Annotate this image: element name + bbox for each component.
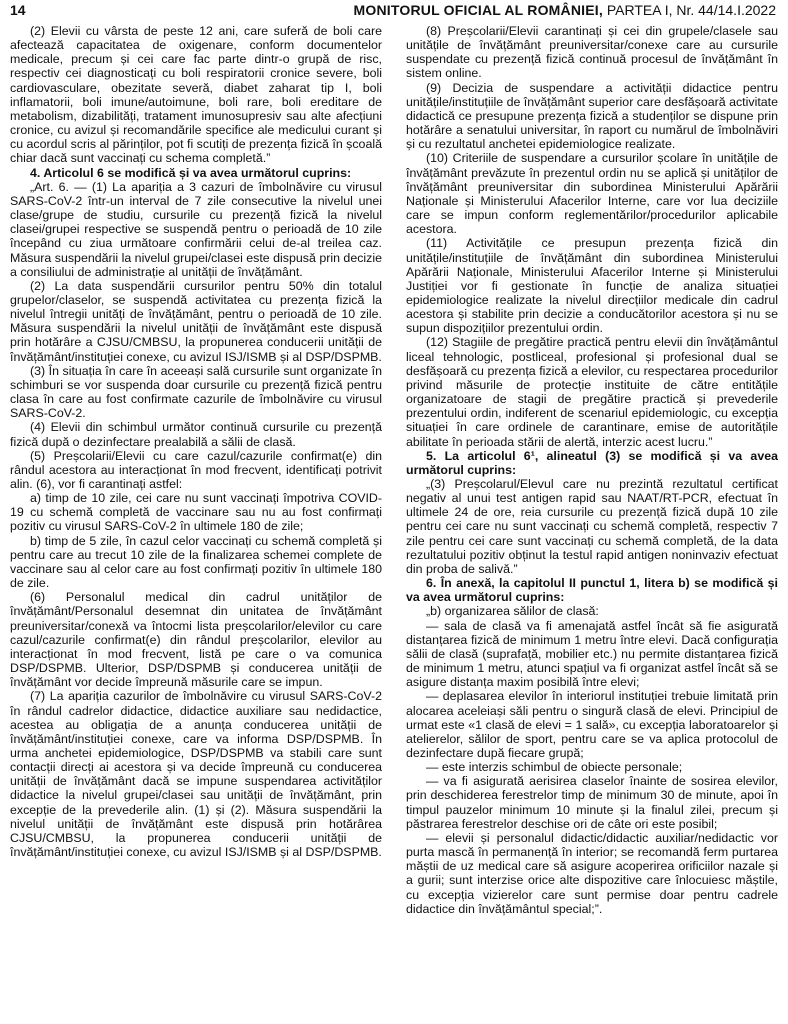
paragraph: b) timp de 5 zile, în cazul celor vaccinați cu schemă completă și pentru care au trecut 10 zile de la finalizarea schemei complete de vaccinare sau al celor care au fost confirmați pozitiv în ultimele 180 de zile. [10, 533, 382, 591]
paragraph: (3) În situația în care în aceeași sală cursurile sunt organizate în schimburi se vor suspenda doar cursurile cu prezență fizică pentru clasa în care au fost confirmate cazurile de îmbolnăvire cu virusul SARS-CoV-2. [10, 363, 382, 421]
paragraph: (7) La apariția cazurilor de îmbolnăvire cu virusul SARS-CoV-2 în rândul cadrelor didactice, didactice auxiliare sau nedidactice, acestea au obligația de a anunța conducerea unității de învățământ/instituției conexe, care va informa DSP/DSPMB. În urma anchetei epidemiologice, DSP/DSPMB va stabili care sunt contacții direcți ai acestora și va decide împreună cu conducerea unității de învățământ dacă se impune suspendarea activităților didactice la nivelul grupei/clasei sau unității de învățământ, prin excepție de la prevederile alin. (1) și (2). Măsura suspendării la nivelul unității de învățământ este dispusă prin hotărârea CJSU/CMBSU, la propunerea conducerii unității de învățământ/instituției conexe, cu avizul ISJ/ISMB și al DSP/DSPMB. [10, 689, 382, 860]
paragraph: (2) La data suspendării cursurilor pentru 50% din totalul grupelor/claselor, se suspendă activitatea cu prezența fizică la nivelul întregii unități de învățământ, pentru o perioadă de 10 zile. Măsura suspendării la nivelul unității de învățământ este dispusă prin hotărâre a CJSU/CMBSU, la propunerea conducerii unității de învățământ/instituției conexe, cu avizul ISJ/ISMB și al DSP/DSPMB. [10, 278, 382, 364]
right-column [406, 24, 778, 1022]
paragraph: 5. La articolul 6¹, alineatul (3) se modifică și va avea următorul cuprins: [406, 448, 778, 477]
paragraph: a) timp de 10 zile, cei care nu sunt vaccinați împotriva COVID-19 cu schemă completă de vaccinare sau nu au fost confirmați pozitiv cu virusul SARS-CoV-2 în ultimele 180 de zile; [10, 491, 382, 534]
paragraph: (2) Elevii cu vârsta de peste 12 ani, care suferă de boli care afectează capacitatea de oxigenare, conform documentelor medicale, precum și cei care fac parte dintr-o grupă de risc, respectiv cei diagnosticați cu boli respiratorii cronice severe, boli cardiovasculare, obezitate severă, diabet zaharat tip I, boli inflamatorii, boli imune/autoimune, boli rare, boli ereditare de metabolism, dizabilități, tratament imunosupresiv sau alte afecțiuni cronice, cu avizul și recomandările specifice ale medicului curant și cu acordul scris al părinților, pot fi scutiți de prezența fizică în școală chiar dacă sunt vaccinați cu schema completă.” [10, 24, 382, 166]
page-header [0, 0, 788, 22]
publication-name: MONITORUL OFICIAL AL ROMÂNIEI, [353, 2, 603, 18]
paragraph: „Art. 6. — (1) La apariția a 3 cazuri de îmbolnăvire cu virusul SARS-CoV-2 într-un interval de 7 zile consecutive la nivelul unei clase/grupe de studiu, cursurile cu prezență fizică la nivelul clasei/grupei respective se suspendă pentru o perioadă de 10 zile începând cu ziua următoare confirmării celui de-al treilea caz. Măsura suspendării la nivelul grupei/clasei este dispusă prin decizie a consiliului de administrație al unității de învățământ. [10, 179, 382, 279]
paragraph: (6) Personalul medical din cadrul unităților de învățământ/Personalul desemnat din unitatea de învățământ preuniversitar/conexă va întocmi lista preșcolarilor/elevilor cu care cazul/cazurile confirmat(e) din rândul preșcolarilor, elevilor au interacționat în mod frecvent, listă pe care o va comunica DSP/DSPMB. Ulterior, DSP/DSPMB și conducerea unității de învățământ vor decide împreună măsurile care se impun. [10, 590, 382, 690]
paragraph: (8) Preșcolarii/Elevii carantinați și cei din grupele/clasele sau unitățile de învățământ preuniversitar/conexe care au cursurile suspendate cu prezență fizică continuă procesul de învățământ în sistem online. [406, 24, 778, 81]
paragraph: „b) organizarea sălilor de clasă: [426, 604, 599, 619]
left-column [10, 24, 382, 1022]
paragraph: (5) Preșcolarii/Elevii cu care cazul/cazurile confirmat(e) din rândul acestora au interacționat în mod frecvent, identificați potrivit alin. (6), vor fi carantinați astfel: [10, 448, 382, 491]
paragraph: (11) Activitățile ce presupun prezența fizică din unitățile/instituțiile de învățământ din subordinea Ministerului Apărării Naționale, Ministerului Afacerilor Interne și Ministerului Justiției vor fi gestionate în funcție de analiza situației epidemiologice realizate la nivelul direcțiilor medicale din cadrul acestora și stabilite prin decizie a conducătorilor acestora și nu se supun dispozițiilor prezentului ordin. [406, 236, 778, 336]
paragraph: (10) Criteriile de suspendare a cursurilor școlare în unitățile de învățământ prevăzute în prezentul ordin nu se aplică și unităților de învățământ preuniversitar din subordinea Ministerului Apărării Naționale și Ministerului Afacerilor Interne, care vor lua deciziile care se impun conform reglementărilor/procedurilor aplicabile acestora. [406, 151, 778, 237]
paragraph: — este interzis schimbul de obiecte personale; [426, 760, 683, 775]
paragraph: 4. Articolul 6 se modifică și va avea următorul cuprins: [30, 165, 352, 180]
paragraph: (4) Elevii din schimbul următor continuă cursurile cu prezență fizică după o dezinfectare prealabilă a sălii de clasă. [10, 420, 382, 449]
paragraph: — elevii și personalul didactic/didactic auxiliar/nedidactic vor purta mască în permanență în interior; se recomandă ferm purtarea măștii de uz medical care să asigure acoperirea orificiilor nazale și a gurii; sunt interzise orice alte dispozitive care înlocuiesc măștile, cu excepția vizierelor care sunt permise doar pentru cadrele didactice din învățământul special;”. [406, 830, 778, 916]
issue-info: PARTEA I, Nr. 44/14.I.2022 [602, 2, 776, 18]
page-number: 14 [10, 2, 26, 18]
paragraph: — va fi asigurată aerisirea claselor înainte de sosirea elevilor, prin deschiderea ferestrelor timp de minimum 30 de minute, apoi în timpul pauzelor minimum 10 minute și la finalul zilei, precum și păstrarea ferestrelor deschise ori de câte ori este posibil; [406, 774, 778, 831]
paragraph: — sala de clasă va fi amenajată astfel încât să fie asigurată distanțarea fizică de minimum 1 metru între elevi. Dacă configurația sălii de clasă (suprafață, mobilier etc.) nu permite distanțarea fizică de minimum 1 metru, atunci spațiul va fi organizat astfel încât să se asigure distanța maxim posibilă între elevi; [406, 618, 778, 690]
paragraph: 6. În anexă, la capitolul II punctul 1, litera b) se modifică și va avea următorul cuprins: [406, 576, 778, 605]
paragraph: „(3) Preșcolarul/Elevul care nu prezintă rezultatul certificat negativ al unui test antigen rapid sau NAAT/RT-PCR, efectuat în ultimele 24 de ore, reia cursurile cu prezență fizică după 10 zile pentru cei care nu sunt vaccinați cu schemă completă, respectiv 7 zile pentru cei care sunt vaccinați cu schemă completă, de la data rezultatului pozitiv obținut la testul rapid antigen noninvaziv efectuat din proba de salivă.” [406, 477, 778, 576]
running-title [354, 2, 776, 18]
paragraph: (12) Stagiile de pregătire practică pentru elevii din învățământul liceal tehnologic, postliceal, profesional și profesional dual se desfășoară cu prezența fizică a elevilor, cu respectarea procedurilor privind măsurile de protecție instituite de către entitățile organizatoare de stagii de pregătire practică și prevederile prezentului ordin, indiferent de scenariul epidemiologic, cu excepția situației în care ordinele de carantinare, emise de autoritățile abilitate în perioada stării de alertă, interzic acest lucru.” [406, 335, 778, 449]
paragraph: (9) Decizia de suspendare a activității didactice pentru unitățile/instituțiile de învățământ superior care desfășoară activitate didactică ce presupune prezența fizică a studenților se dispune prin hotărâre a senatului universitar, în raport cu numărul de îmbolnăviri și cu rezultatul anchetei epidemiologice realizate. [406, 80, 778, 152]
paragraph: — deplasarea elevilor în interiorul instituției trebuie limitată prin alocarea aceleiași săli pentru o singură clasă de elevi. Principiul de urmat este «1 clasă de elevi = 1 sală», cu excepția laboratoarelor și atelierelor, sălilor de sport, pentru care se va aplica protocolul de dezinfectare după fiecare grupă; [406, 689, 778, 760]
